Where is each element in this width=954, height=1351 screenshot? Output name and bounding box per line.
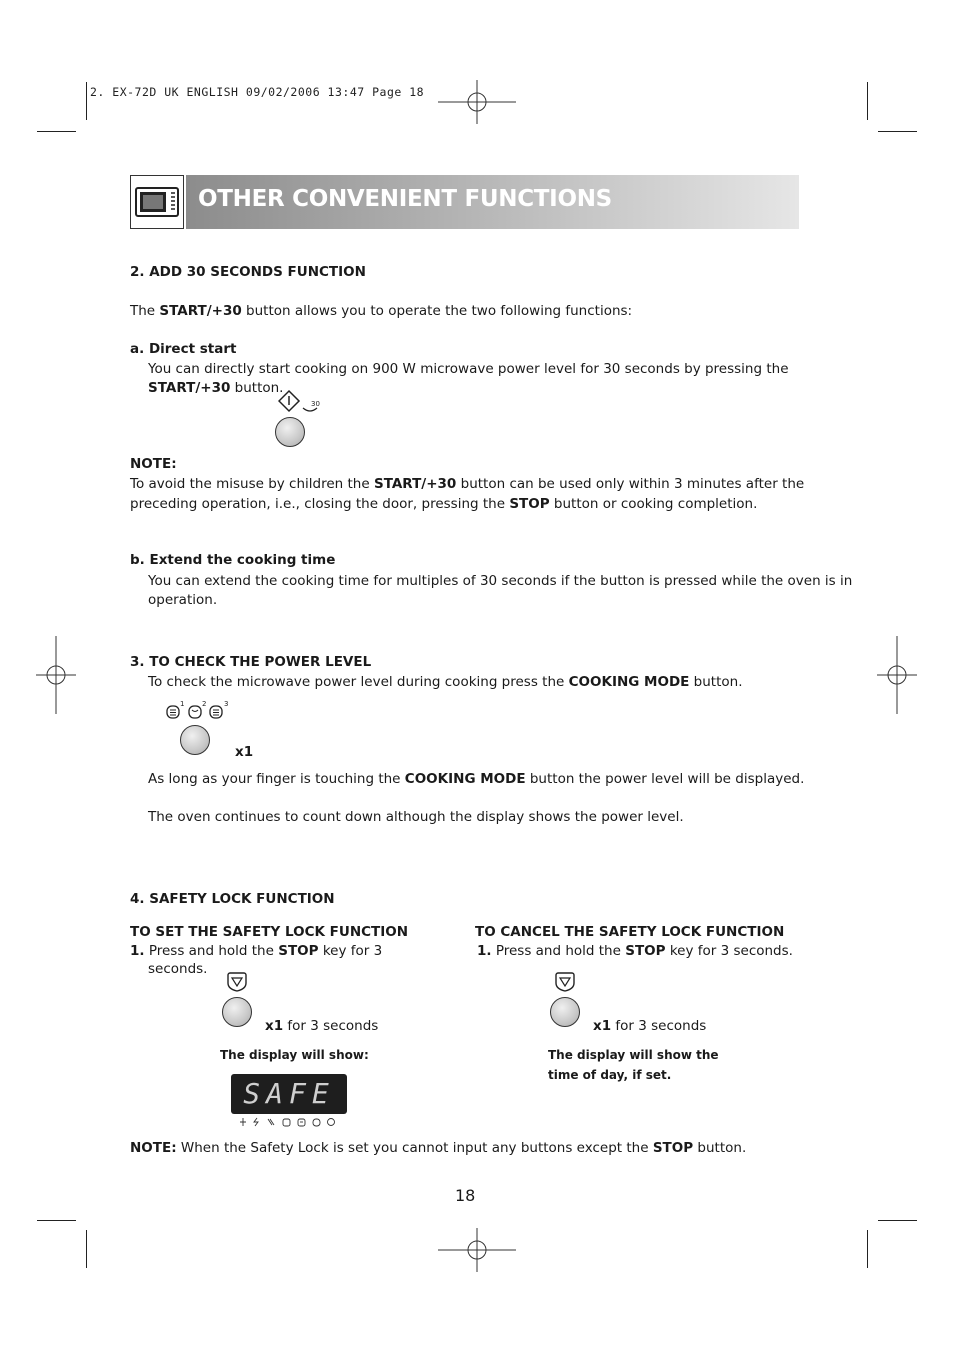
crop-mark (86, 1230, 87, 1268)
crop-mark (37, 1220, 76, 1221)
registration-mark-icon (438, 1228, 516, 1272)
paragraph: The oven continues to count down although the display shows the power level. (148, 809, 684, 825)
section-heading: 3. TO CHECK THE POWER LEVEL (130, 654, 372, 670)
stop-button[interactable] (550, 997, 580, 1027)
header-icon-box (130, 175, 184, 229)
mode-number: 3 (224, 700, 229, 708)
subsection-heading: b. Extend the cooking time (130, 552, 336, 568)
print-slug: 2. EX-72D UK ENGLISH 09/02/2006 13:47 Page 18 (90, 85, 425, 99)
paragraph: To check the microwave power level during cooking press the COOKING MODE button. (148, 674, 743, 690)
crop-mark (878, 131, 917, 132)
mode-number: 1 (180, 700, 185, 708)
crop-mark (878, 1220, 917, 1221)
paragraph: seconds. (148, 961, 208, 977)
display-status-icons (237, 1116, 347, 1128)
section-heading: 2. ADD 30 SECONDS FUNCTION (130, 264, 366, 280)
note-heading: NOTE: (130, 456, 177, 472)
paragraph: 1. Press and hold the STOP key for 3 seconds. (477, 943, 793, 959)
crop-mark (867, 82, 868, 120)
crop-mark (37, 131, 76, 132)
crop-mark (86, 82, 87, 120)
press-count: x1 (235, 744, 254, 760)
start-30-button[interactable] (275, 417, 305, 447)
section-heading: 4. SAFETY LOCK FUNCTION (130, 891, 335, 907)
display-label: The display will show: (220, 1048, 369, 1062)
page-title: OTHER CONVENIENT FUNCTIONS (198, 186, 612, 212)
display-label: The display will show the (548, 1048, 719, 1062)
set-lock-heading: TO SET THE SAFETY LOCK FUNCTION (130, 924, 409, 940)
page-number: 18 (455, 1186, 476, 1205)
press-instruction: x1 for 3 seconds (265, 1018, 379, 1034)
registration-mark-icon (877, 636, 917, 714)
paragraph: The START/+30 button allows you to operate the two following functions: (130, 303, 633, 319)
cooking-mode-button[interactable] (180, 725, 210, 755)
paragraph: You can directly start cooking on 900 W microwave power level for 30 seconds by pressing the (148, 361, 789, 377)
mode-number: 2 (202, 700, 207, 708)
paragraph: To avoid the misuse by children the START/+30 button can be used only within 3 minutes after the (130, 476, 805, 492)
paragraph: operation. (148, 592, 218, 608)
cancel-lock-heading: TO CANCEL THE SAFETY LOCK FUNCTION (475, 924, 785, 940)
paragraph: 1. Press and hold the STOP key for 3 (130, 943, 383, 959)
subsection-heading: a. Direct start (130, 341, 237, 357)
display-label: time of day, if set. (548, 1068, 672, 1082)
paragraph: START/+30 button. (148, 380, 284, 396)
paragraph: NOTE: When the Safety Lock is set you cannot input any buttons except the STOP button. (130, 1140, 747, 1156)
stop-icon (226, 971, 248, 993)
registration-mark-icon (36, 636, 76, 714)
microwave-icon (131, 176, 183, 228)
paragraph: You can extend the cooking time for multiples of 30 seconds if the button is pressed while the oven is in (148, 573, 853, 589)
paragraph: As long as your finger is touching the COOKING MODE button the power level will be displayed. (148, 771, 805, 787)
press-instruction: x1 for 3 seconds (593, 1018, 707, 1034)
stop-icon (554, 971, 576, 993)
cooking-mode-icon (164, 698, 236, 722)
safe-display: SAFE (231, 1074, 347, 1114)
start-30-icon (278, 389, 324, 417)
registration-mark-icon (438, 80, 516, 124)
stop-button[interactable] (222, 997, 252, 1027)
paragraph: preceding operation, i.e., closing the door, pressing the STOP button or cooking completion. (130, 496, 758, 512)
crop-mark (867, 1230, 868, 1268)
start-icon-label: 30 (311, 400, 320, 408)
